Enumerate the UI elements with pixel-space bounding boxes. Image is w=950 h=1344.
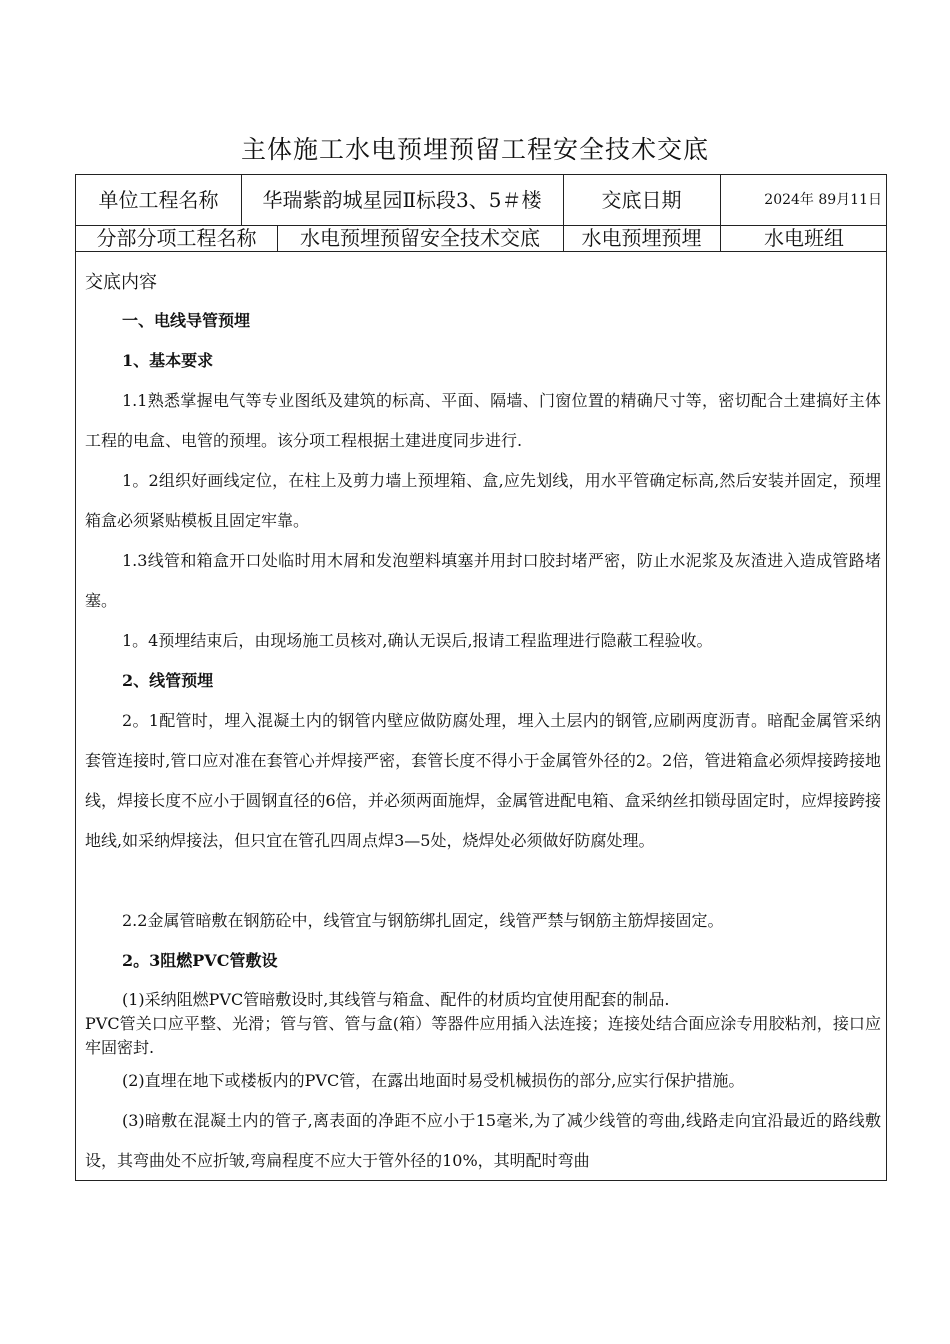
team-name: 水电班组 bbox=[764, 226, 844, 250]
sub-label: 分部分项工程名称 bbox=[96, 226, 257, 250]
subsection-heading: 1、基本要求 bbox=[122, 351, 214, 370]
col-divider bbox=[241, 175, 242, 225]
paragraph: 1.3线管和箱盒开口处临时用木屑和发泡塑料填塞并用封口胶封堵严密，防止水泥浆及灰渣进入造成管路堵塞。 bbox=[85, 551, 881, 610]
unit-label: 单位工程名称 bbox=[98, 188, 219, 212]
disclosure-table bbox=[75, 174, 887, 1181]
item-name: 水电预埋预埋 bbox=[581, 226, 702, 250]
document-title: 主体施工水电预埋预留工程安全技术交底 bbox=[240, 135, 709, 164]
paragraph: 2.2金属管暗敷在钢筋砼中，线管宜与钢筋绑扎固定，线管严禁与钢筋主筋焊接固定。 bbox=[122, 911, 724, 930]
date-value: 2024年 89月11日 bbox=[764, 192, 882, 208]
paragraph: 2。1配管时，埋入混凝土内的钢管内壁应做防腐处理，埋入土层内的钢管,应刷两度沥青。暗配金属管采纳套管连接时,管口应对准在套管心并焊接严密，套管长度不得小于金属管外径的2。2倍，管进箱盒必须焊接跨接地线，焊接长度不应小于圆钢直径的6倍，并必须两面施焊，金属管进配电箱、盒采纳丝扣锁母固定时，应焊接跨接地线,如采纳焊接法，但只宜在管孔四周点焊3—5处，烧焊处必须做好防腐处理。 bbox=[85, 711, 881, 850]
paragraph: (2)直埋在地下或楼板内的PVC管，在露出地面时易受机械损伤的部分,应实行保护措施。 bbox=[122, 1071, 745, 1090]
paragraph: (3)暗敷在混凝土内的管子,离表面的净距不应小于15毫米,为了减少线管的弯曲,线路走向宜沿最近的路线敷设，其弯曲处不应折皱,弯扁程度不应大于管外径的10%，其明配时弯曲 bbox=[85, 1111, 881, 1170]
unit-value: 华瑞紫韵城星园Ⅱ标段3、5＃楼 bbox=[262, 187, 542, 212]
paragraph: PVC管关口应平整、光滑；管与管、管与盒(箱）等器件应用插入法连接；连接处结合面应涂专用胶粘剂，接口应牢固密封. bbox=[85, 1014, 881, 1057]
paragraph: 1。4预埋结束后，由现场施工员核对,确认无误后,报请工程监理进行隐蔽工程验收。 bbox=[122, 631, 713, 650]
subsection-heading: 2。3阻燃PVC管敷设 bbox=[122, 951, 278, 970]
paragraph: 1.1熟悉掌握电气等专业图纸及建筑的标高、平面、隔墙、门窗位置的精确尺寸等，密切配合土建搞好主体工程的电盒、电管的预埋。该分项工程根据土建进度同步进行. bbox=[85, 391, 881, 450]
section-heading: 一、电线导管预埋 bbox=[122, 311, 251, 330]
subsection-heading: 2、线管预埋 bbox=[122, 671, 214, 690]
paragraph: 1。2组织好画线定位，在柱上及剪力墙上预埋箱、盒,应先划线，用水平管确定标高,然后安装并固定，预埋箱盒必须紧贴模板且固定牢靠。 bbox=[85, 471, 881, 530]
paragraph: (1)采纳阻燃PVC管暗敷设时,其线管与箱盒、配件的材质均宜使用配套的制品. bbox=[122, 990, 670, 1009]
sub-value: 水电预埋预留安全技术交底 bbox=[300, 226, 540, 250]
date-label: 交底日期 bbox=[601, 188, 682, 212]
row-divider bbox=[76, 251, 886, 252]
content-heading: 交底内容 bbox=[85, 272, 157, 293]
